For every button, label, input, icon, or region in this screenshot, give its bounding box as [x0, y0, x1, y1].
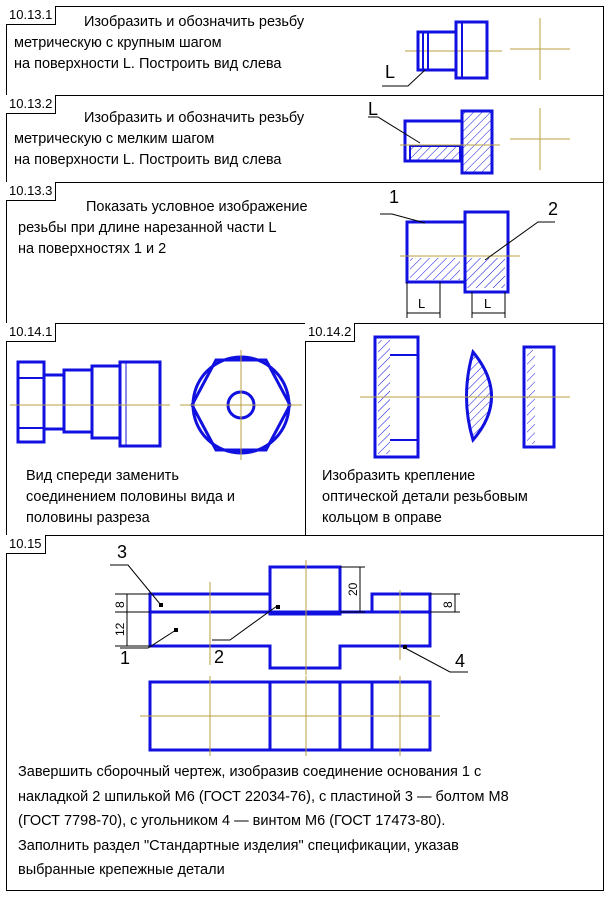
- base-1: [150, 612, 430, 668]
- text-line: накладкой 2 шпилькой М6 (ГОСТ 22034-76), с пластиной 3 — болтом М8: [18, 788, 509, 805]
- drawing-10-14-2: [360, 337, 570, 457]
- dim-8: 8: [441, 601, 455, 608]
- text-line: Изобразить и обозначить резьбу: [84, 110, 305, 126]
- text-line: Завершить сборочный чертеж, изобразив соединение основания 1 с: [18, 764, 482, 780]
- callout-1: 1: [389, 187, 400, 207]
- text-line: половины разреза: [26, 510, 150, 526]
- text-line: Изобразить и обозначить резьбу: [84, 14, 305, 30]
- callout-2: 2: [214, 647, 225, 667]
- dim-8: 8: [113, 601, 127, 608]
- task-number: 10.14.2: [305, 323, 355, 342]
- angle-4: [372, 594, 430, 612]
- text-line: метрическую с крупным шагом: [14, 35, 222, 51]
- task-number: 10.13.2: [6, 95, 56, 114]
- callout-2: 2: [548, 199, 559, 219]
- drawing-10-15: [110, 560, 468, 756]
- dim-L: L: [418, 296, 426, 311]
- text-line: кольцом в оправе: [322, 510, 442, 526]
- callout-L: L: [368, 99, 379, 119]
- drawing-10-13-3: [380, 212, 555, 318]
- lens: [467, 352, 492, 440]
- text-line: Изобразить крепление: [322, 468, 476, 484]
- task-number: 10.14.1: [6, 323, 56, 342]
- callout-4: 4: [455, 651, 466, 671]
- text-line: оптической детали резьбовым: [322, 489, 528, 505]
- text-line: Вид спереди заменить: [26, 468, 179, 484]
- dim-20: 20: [346, 582, 360, 596]
- text-line: выбранные крепежные детали: [18, 862, 225, 878]
- text-line: на поверхности L. Построить вид слева: [14, 56, 282, 72]
- drawing-10-13-1: [382, 18, 570, 86]
- text-line: на поверхностях 1 и 2: [18, 241, 167, 257]
- drawing-10-14-1: [10, 350, 302, 460]
- text-line: Показать условное изображение: [86, 199, 308, 215]
- overlay-2: [270, 567, 340, 614]
- text-line: на поверхности L. Построить вид слева: [14, 152, 282, 168]
- drawing-10-13-2: [368, 108, 570, 173]
- dim-L: L: [484, 296, 492, 311]
- text-line: (ГОСТ 7798-70), с угольником 4 — винтом М6 (ГОСТ 17473-80).: [18, 813, 446, 829]
- task-number: 10.15: [6, 535, 46, 554]
- callout-1: 1: [120, 648, 131, 668]
- text-line: резьбы при длине нарезанной части L: [18, 220, 277, 236]
- text-line: метрическую с мелким шагом: [14, 131, 215, 147]
- task-number: 10.13.1: [6, 6, 56, 25]
- callout-L: L: [385, 62, 396, 82]
- callout-3: 3: [117, 542, 128, 562]
- dim-12: 12: [113, 622, 127, 636]
- task-number: 10.13.3: [6, 182, 56, 201]
- text-line: соединением половины вида и: [26, 489, 236, 505]
- text-line: Заполнить раздел "Стандартные изделия" спецификации, указав: [18, 837, 459, 854]
- head-part: [456, 22, 487, 78]
